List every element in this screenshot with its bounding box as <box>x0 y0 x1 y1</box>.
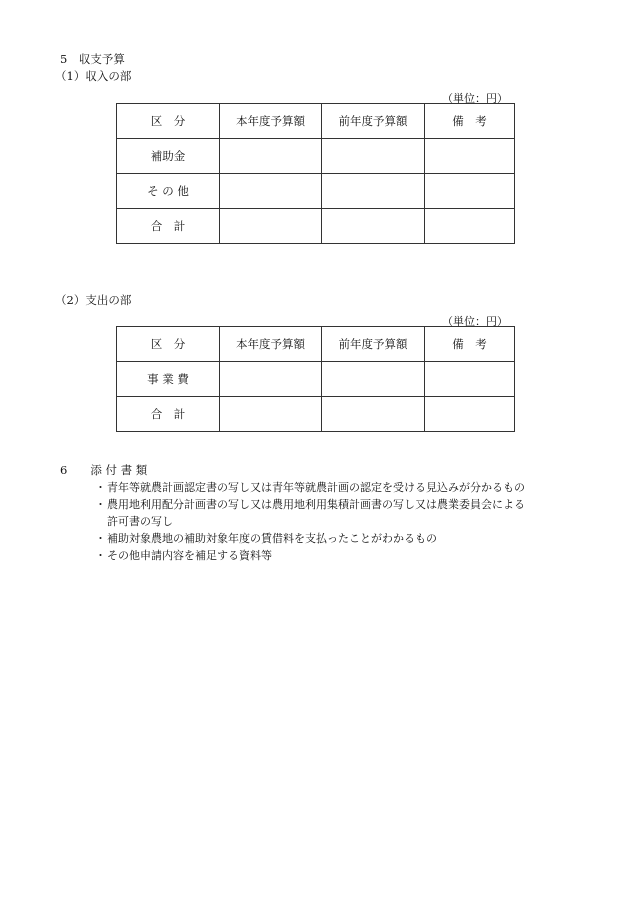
income-header-current-budget: 本年度予算額 <box>220 104 322 139</box>
attachment-text: その他申請内容を補足する資料等 <box>107 549 272 562</box>
expense-cell-previous[interactable] <box>322 362 425 397</box>
expense-header-previous-budget: 前年度予算額 <box>322 327 425 362</box>
income-row-label: 補助金 <box>117 139 220 174</box>
expense-cell-current[interactable] <box>220 397 322 432</box>
table-row <box>117 397 515 432</box>
expense-header-remarks: 備 考 <box>425 327 515 362</box>
income-header-remarks: 備 考 <box>425 104 515 139</box>
expense-cell-note[interactable] <box>425 397 515 432</box>
attachment-list <box>95 479 595 564</box>
expense-section-title: （2）支出の部 <box>55 293 132 307</box>
section-6-title: 6 添 付 書 類 <box>60 463 148 477</box>
attachment-text: 青年等就農計画認定書の写し又は青年等就農計画の認定を受ける見込みが分かるもの <box>107 481 525 494</box>
bullet-icon: ・ <box>95 498 106 511</box>
income-cell-current[interactable] <box>220 174 322 209</box>
attachment-text: 農用地利用配分計画書の写し又は農用地利用集積計画書の写し又は農業委員会による <box>107 498 525 511</box>
section-5-title: 5 収支予算 <box>60 52 125 66</box>
table-row <box>117 174 515 209</box>
income-unit-label: （単位：円） <box>442 92 508 105</box>
attachment-text: 補助対象農地の補助対象年度の賃借料を支払ったことがわかるもの <box>107 532 437 545</box>
expense-header-category: 区 分 <box>117 327 220 362</box>
income-row-label: そ の 他 <box>117 174 220 209</box>
expense-unit-label: （単位：円） <box>442 315 508 328</box>
income-section-title: （1）収入の部 <box>55 69 132 83</box>
list-item <box>95 479 595 496</box>
expense-cell-current[interactable] <box>220 362 322 397</box>
income-cell-previous[interactable] <box>322 174 425 209</box>
income-cell-previous[interactable] <box>322 209 425 244</box>
list-item <box>95 496 595 530</box>
income-cell-current[interactable] <box>220 139 322 174</box>
income-table-header-row <box>117 104 515 139</box>
expense-row-label: 合 計 <box>117 397 220 432</box>
income-cell-note[interactable] <box>425 209 515 244</box>
expense-row-label: 事 業 費 <box>117 362 220 397</box>
attachment-text-continued: 許可書の写し <box>107 515 173 528</box>
income-cell-current[interactable] <box>220 209 322 244</box>
income-cell-previous[interactable] <box>322 139 425 174</box>
bullet-icon: ・ <box>95 481 106 494</box>
income-cell-note[interactable] <box>425 174 515 209</box>
income-cell-note[interactable] <box>425 139 515 174</box>
table-row <box>117 139 515 174</box>
expense-header-current-budget: 本年度予算額 <box>220 327 322 362</box>
bullet-icon: ・ <box>95 532 106 545</box>
expense-cell-previous[interactable] <box>322 397 425 432</box>
expense-cell-note[interactable] <box>425 362 515 397</box>
income-header-category: 区 分 <box>117 104 220 139</box>
bullet-icon: ・ <box>95 549 106 562</box>
expense-table-header-row <box>117 327 515 362</box>
table-row <box>117 209 515 244</box>
list-item <box>95 530 595 547</box>
list-item <box>95 547 595 564</box>
income-row-label: 合 計 <box>117 209 220 244</box>
table-row <box>117 362 515 397</box>
income-header-previous-budget: 前年度予算額 <box>322 104 425 139</box>
income-table <box>116 103 515 244</box>
expense-table <box>116 326 515 432</box>
